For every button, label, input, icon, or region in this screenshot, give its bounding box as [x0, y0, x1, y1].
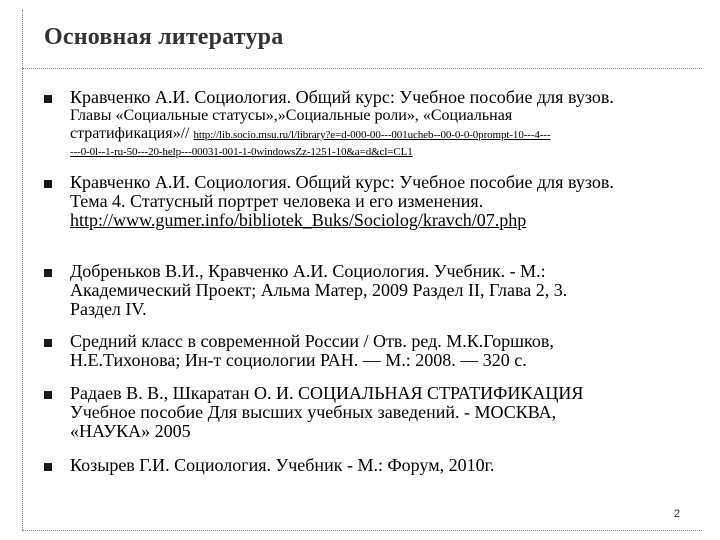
reference-item-2	[44, 173, 694, 230]
reference-3-line-1: Добреньков В.И., Кравченко А.И. Социология. Учебник. - М.:	[70, 261, 546, 281]
reference-3-line-3: Раздел IV.	[70, 299, 147, 319]
reference-3-line-2: Академический Проект; Альма Матер, 2009 Раздел II, Глава 2, 3.	[70, 280, 568, 300]
frame-bottom-border	[22, 530, 702, 531]
reference-item-6	[44, 456, 694, 475]
reference-4-line-2: Н.Е.Тихонова; Ин-т социологии РАН. — М.: 2008. — 320 с.	[70, 350, 527, 370]
reference-1-link-part-1[interactable]: http://lib.socio.msu.ru/l/library?e=d-000-00---001ucheb--00-0-0-0prompt-10---4---	[193, 129, 551, 141]
reference-1-link-part-2[interactable]: ---0-0l--1-ru-50---20-help---00031-001-1-0windowsZz-1251-10&a=d&cl=CL1	[70, 146, 413, 158]
bullet-square-icon	[44, 463, 52, 471]
reference-item-3	[44, 262, 694, 319]
reference-6-line-1: Козырев Г.И. Социология. Учебник - М.: Форум, 2010г.	[70, 455, 495, 475]
bullet-square-icon	[44, 95, 52, 103]
bullet-square-icon	[44, 180, 52, 188]
frame-left-border	[22, 10, 23, 530]
reference-2-line-2: Тема 4. Статусный портрет человека и его изменения.	[70, 191, 484, 211]
reference-item-1	[44, 88, 694, 159]
reference-2-line-1: Кравченко А.И. Социология. Общий курс: Учебное пособие для вузов.	[70, 172, 614, 192]
reference-1-line-3-text: стратификация»//	[70, 125, 190, 142]
slide-title: Основная литература	[44, 24, 284, 50]
title-underline	[22, 68, 702, 69]
reference-4-line-1: Средний класс в современной России / Отв. ред. М.К.Горшков,	[70, 331, 554, 351]
bullet-square-icon	[44, 339, 52, 347]
reference-1-line-3	[70, 125, 694, 144]
reference-item-4	[44, 332, 694, 370]
reference-1-line-1: Кравченко А.И. Социология. Общий курс: Учебное пособие для вузов.	[70, 87, 614, 107]
page-number: 2	[673, 508, 680, 520]
bullet-square-icon	[44, 391, 52, 399]
reference-5-line-3: «НАУКА» 2005	[70, 421, 191, 441]
reference-1-line-2: Главы «Социальные статусы»,»Социальные роли», «Социальная	[70, 107, 513, 124]
reference-item-5	[44, 384, 694, 441]
bullet-square-icon	[44, 269, 52, 277]
reference-5-line-2: Учебное пособие Для высших учебных заведений. - МОСКВА,	[70, 402, 557, 422]
reference-2-link[interactable]: http://www.gumer.info/bibliotek_Buks/Sociolog/kravch/07.php	[70, 210, 527, 230]
reference-5-line-1: Радаев В. В., Шкаратан О. И. СОЦИАЛЬНАЯ СТРАТИФИКАЦИЯ	[70, 383, 584, 403]
